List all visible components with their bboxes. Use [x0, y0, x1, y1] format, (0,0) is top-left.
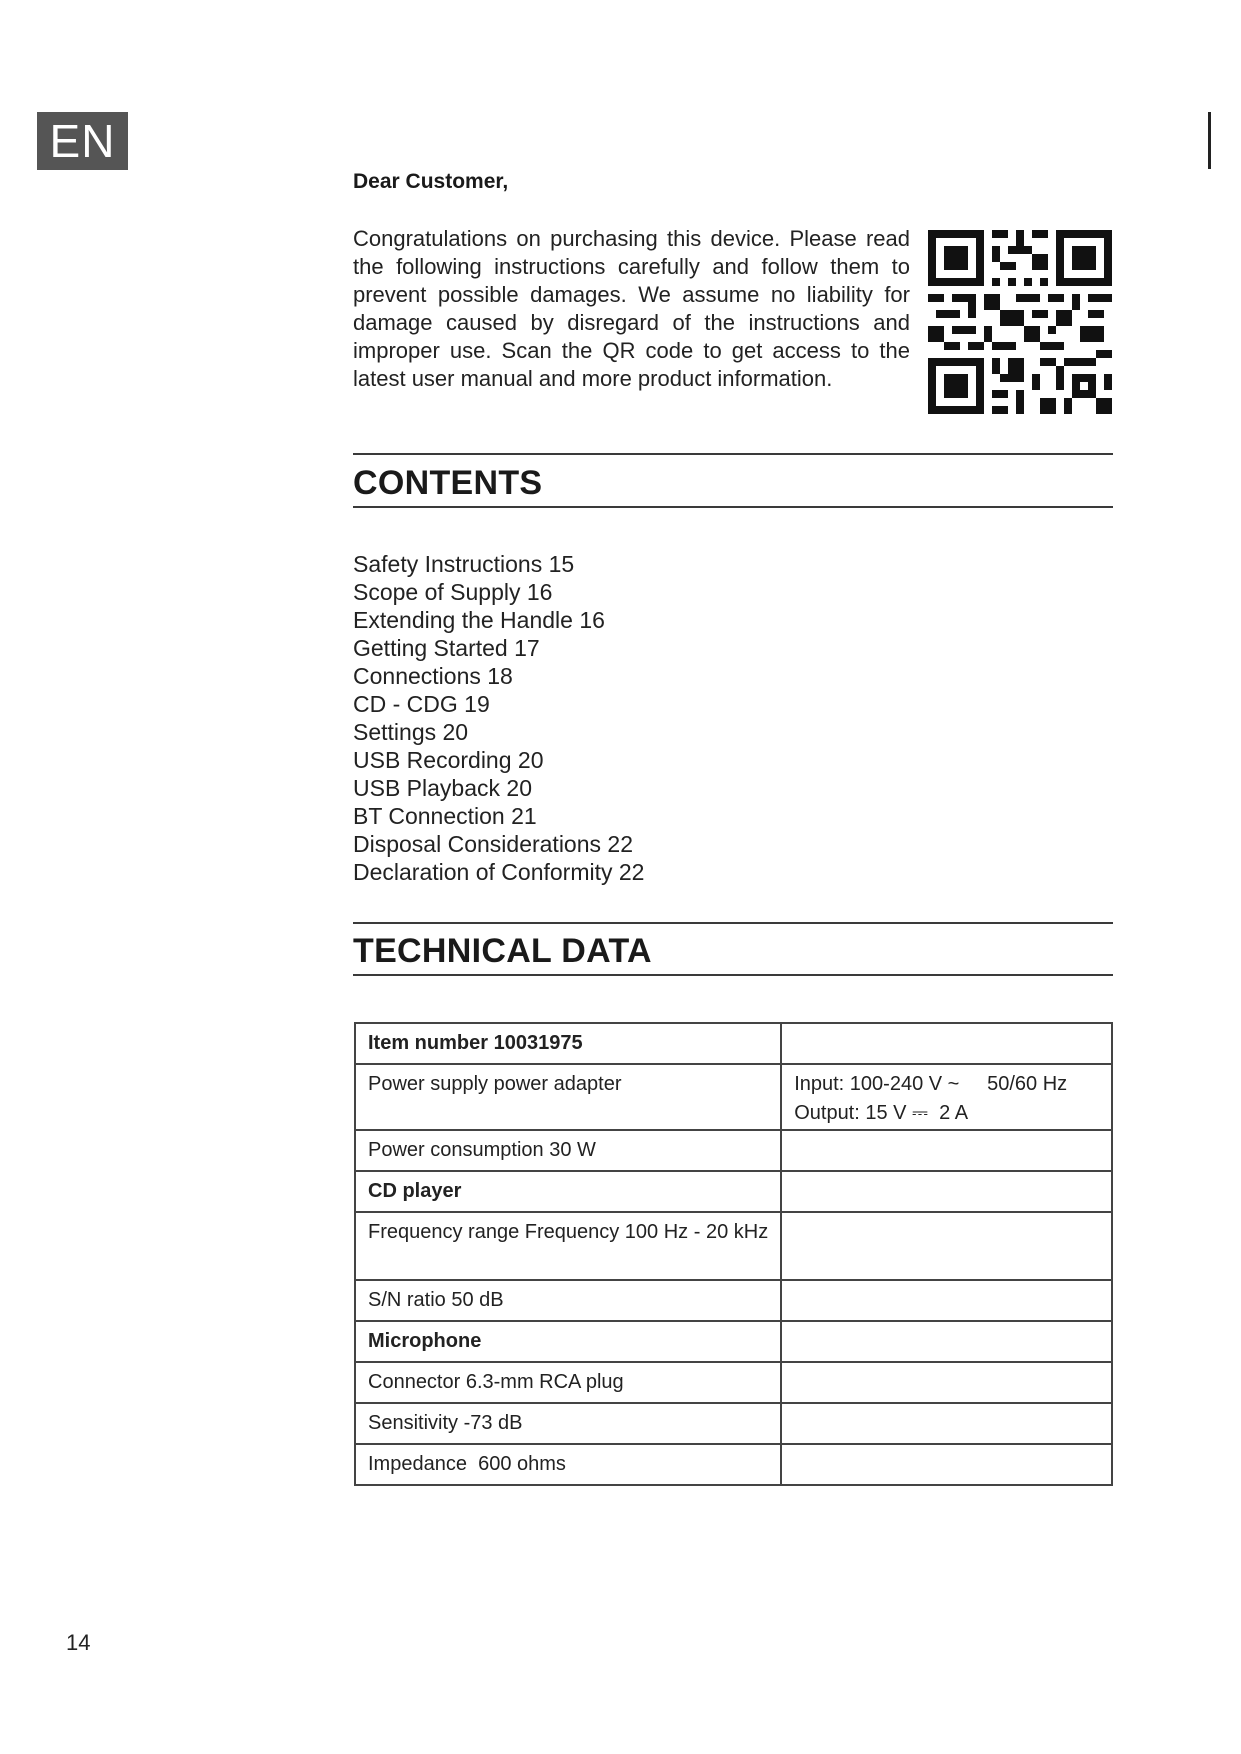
toc-item: Settings 20 — [353, 719, 469, 745]
table-cell-value — [781, 1130, 1112, 1171]
table-cell-label: Sensitivity -73 dB — [355, 1403, 781, 1444]
language-tab: EN — [37, 112, 128, 170]
table-cell-label: Item number 10031975 — [355, 1023, 781, 1064]
contents-title: CONTENTS — [353, 464, 543, 502]
table-cell-value — [781, 1321, 1112, 1362]
table-cell-label: CD player — [355, 1171, 781, 1212]
greeting: Dear Customer, — [353, 170, 509, 193]
table-row — [355, 1171, 1112, 1212]
table-cell-label: Frequency range Frequency 100 Hz - 20 kHz — [355, 1212, 781, 1280]
table-cell-label: Connector 6.3-mm RCA plug — [355, 1362, 781, 1403]
intro-paragraph: Congratulations on purchasing this device. Please read the following instructions carefully and follow them to prevent possible damages. We assume no liability for damage caused by disregard of the instructions and improper use. Scan the QR code to get access to the latest user manual and more product information. — [353, 226, 910, 391]
table-row — [355, 1064, 1112, 1130]
page-number: 14 — [66, 1630, 91, 1655]
technical-data-top-rule — [353, 922, 1113, 924]
table-row — [355, 1362, 1112, 1403]
toc-item: Scope of Supply 16 — [353, 579, 553, 605]
toc-item: Extending the Handle 16 — [353, 607, 605, 633]
table-cell-value — [781, 1444, 1112, 1485]
toc-item: CD - CDG 19 — [353, 691, 490, 717]
table-row — [355, 1403, 1112, 1444]
contents-top-rule — [353, 453, 1113, 455]
technical-data-bottom-rule — [353, 974, 1113, 976]
table-cell-label: Microphone — [355, 1321, 781, 1362]
page-edge-mark — [1208, 112, 1211, 169]
table-row — [355, 1023, 1112, 1064]
table-cell-value — [781, 1064, 1112, 1130]
qr-code-icon — [928, 230, 1112, 414]
toc-item: Disposal Considerations 22 — [353, 831, 633, 857]
table-cell-value — [781, 1171, 1112, 1212]
table-row — [355, 1130, 1112, 1171]
technical-data-table — [354, 1022, 1113, 1486]
contents-bottom-rule — [353, 506, 1113, 508]
table-cell-label: Power supply power adapter — [355, 1064, 781, 1130]
table-row — [355, 1280, 1112, 1321]
table-of-contents — [353, 550, 644, 886]
power-input-value: Input: 100-240 V ~ 50/60 Hz — [794, 1073, 1068, 1095]
table-cell-value — [781, 1280, 1112, 1321]
table-row — [355, 1212, 1112, 1280]
table-row — [355, 1444, 1112, 1485]
technical-data-title: TECHNICAL DATA — [353, 932, 652, 970]
table-cell-label: Impedance 600 ohms — [355, 1444, 781, 1485]
toc-item: Declaration of Conformity 22 — [353, 859, 645, 885]
table-cell-label: S/N ratio 50 dB — [355, 1280, 781, 1321]
table-cell-value — [781, 1023, 1112, 1064]
toc-item: Connections 18 — [353, 663, 513, 689]
table-cell-label: Power consumption 30 W — [355, 1130, 781, 1171]
toc-item: USB Recording 20 — [353, 747, 544, 773]
table-cell-value — [781, 1403, 1112, 1444]
toc-item: Getting Started 17 — [353, 635, 540, 661]
table-cell-value — [781, 1362, 1112, 1403]
table-row — [355, 1321, 1112, 1362]
power-output-value: Output: 15 V ⎓ 2 A — [794, 1102, 969, 1124]
table-cell-value — [781, 1212, 1112, 1280]
toc-item: Safety Instructions 15 — [353, 551, 575, 577]
toc-item: USB Playback 20 — [353, 775, 532, 801]
toc-item: BT Connection 21 — [353, 803, 537, 829]
